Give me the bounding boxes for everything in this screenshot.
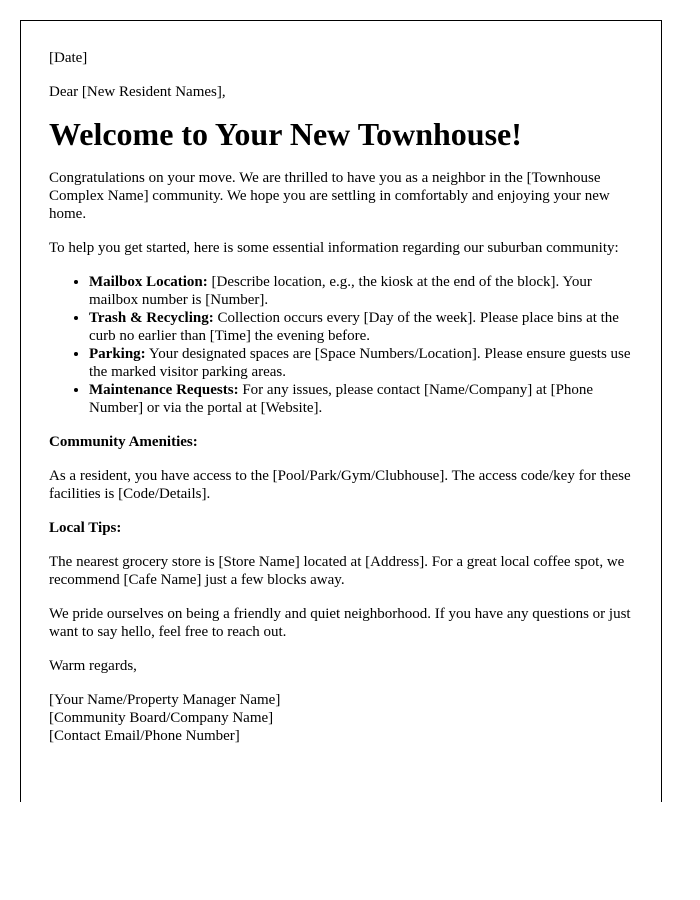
- amenities-paragraph: As a resident, you have access to the [Pool/Park/Gym/Clubhouse]. The access code/key for these facilities is [Code/Details].: [49, 468, 631, 502]
- tips-paragraph: The nearest grocery store is [Store Name] located at [Address]. For a great local coffee spot, we recommend [Cafe Name] just a few blocks away.: [49, 554, 625, 588]
- letter-title: Welcome to Your New Townhouse!: [49, 116, 522, 152]
- list-item-mailbox: [89, 273, 639, 309]
- list-item-label: Mailbox Location:: [89, 274, 208, 290]
- list-item-label: Trash & Recycling:: [89, 310, 214, 326]
- list-item-text: For any issues, please contact [Name/Company] at [Phone Number] or via the portal at [Website].: [89, 382, 594, 416]
- amenities-heading: Community Amenities:: [49, 434, 198, 450]
- info-list: [49, 273, 639, 417]
- list-item-text: [Describe location, e.g., the kiosk at the end of the block]. Your mailbox number is [Number].: [89, 274, 592, 308]
- list-item-label: Maintenance Requests:: [89, 382, 239, 398]
- tips-heading: Local Tips:: [49, 520, 122, 536]
- letter-page: [20, 20, 662, 802]
- list-item-trash: [89, 309, 639, 345]
- salutation: Dear [New Resident Names],: [49, 84, 226, 100]
- list-item-maintenance: [89, 381, 639, 417]
- signature-organization: [Community Board/Company Name]: [49, 710, 274, 726]
- closing-paragraph: We pride ourselves on being a friendly and quiet neighborhood. If you have any questions or just want to say hello, feel free to reach out.: [49, 606, 631, 640]
- list-item-label: Parking:: [89, 346, 146, 362]
- intro-paragraph: Congratulations on your move. We are thrilled to have you as a neighbor in the [Townhouse Complex Name] community. We hope you are settling in comfortably and enjoying your new home.: [49, 170, 610, 222]
- signoff: Warm regards,: [49, 658, 137, 674]
- signature-name: [Your Name/Property Manager Name]: [49, 692, 281, 708]
- info-lead-paragraph: To help you get started, here is some essential information regarding our suburban community:: [49, 240, 619, 256]
- list-item-text: Collection occurs every [Day of the week]. Please place bins at the curb no earlier than [Time] the evening before.: [89, 310, 619, 344]
- list-item-parking: [89, 345, 639, 381]
- list-item-text: Your designated spaces are [Space Numbers/Location]. Please ensure guests use the marked visitor parking areas.: [89, 346, 631, 380]
- letter-date: [Date]: [49, 50, 88, 66]
- signature-contact: [Contact Email/Phone Number]: [49, 728, 240, 744]
- letter-body: [49, 49, 639, 745]
- signature-block: [49, 691, 639, 745]
